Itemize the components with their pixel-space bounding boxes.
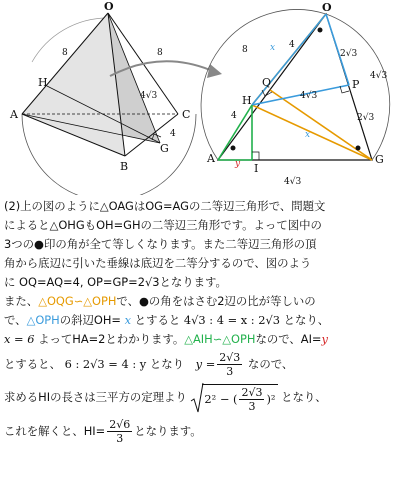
label-Q: Q [262,76,272,89]
length-4r3-OG: 4√3 [370,71,388,81]
var-y: y [321,332,328,346]
radicand-right: )² [266,391,276,406]
label-G-left: G [160,142,169,155]
text-line-5: に OQ=AQ=4, OP=GP=2√3となります。 [4,275,227,289]
fraction-HI [107,418,132,445]
text-6c: で、●の角をはさむ2辺の比が等しいの [116,294,316,308]
geometry-figure [0,0,407,195]
label-O-left: O [104,0,114,13]
label-H-left: H [38,76,48,89]
text-7a: で、 [4,313,27,327]
length-GC-left: 4 [170,129,176,139]
fraction-radicand [239,386,264,413]
text-line-2: によると△OHGもOH=GHの二等辺三角形です。よって図中の [4,218,322,232]
x-label-HG: x [305,130,311,140]
text-line-6 [4,292,404,311]
x-label-OH: x [270,43,276,53]
fraction-y [217,351,242,378]
text-line-7 [4,311,404,330]
left-tetrahedron [9,0,222,195]
text-line-9 [4,349,404,379]
length-4-AH: 4 [231,111,237,121]
length-2r3-PG: 2√3 [357,113,375,123]
triangle-OPH: △OPH [26,313,60,327]
label-O-right: O [322,1,332,14]
length-4r3-AG: 4√3 [284,177,302,187]
text-6a: また、 [4,294,39,308]
length-4-OQ: 4 [289,40,295,50]
y-equals: y = [195,357,216,371]
text-9b: となり [149,357,185,371]
text-9d: なので、 [247,357,294,371]
text-7c: の斜辺OH= [59,313,121,327]
text-8b: よってHA=2とわかります。 [38,332,185,346]
label-A-right: A [207,152,215,165]
label-C-left: C [182,108,191,121]
y-label-AI: y [235,159,241,169]
fraction-radicand-numerator: 2√3 [241,385,263,399]
similar-AIH-OPH: △AIH∽△OPH [184,332,256,346]
text-11b: となります。 [134,424,202,438]
text-7d: とすると [134,313,181,327]
radicand-left: 2² − ( [204,391,238,406]
label-B-left: B [120,160,129,173]
text-line-10 [4,379,404,415]
explanation-text [4,197,404,447]
text-10a: 求めるHIの長さは三平方の定理より [4,390,187,404]
var-x: x [124,313,132,327]
text-line-1: (2)上の図のように△OAGはOG=AGの二等辺三角形で、問題文 [4,199,326,213]
length-OA-left: 8 [62,48,68,58]
label-H-right: H [242,94,252,107]
sqrt-radicand [202,384,277,413]
ratio-equation-y: 6 : 2√3 = 4 : y [64,357,147,371]
text-7e: となり、 [283,313,330,327]
sqrt-expression [190,380,277,416]
length-8-right: 8 [242,45,248,55]
text-line-4: 角から底辺に引いた垂線は底辺を二等分するので、図のよう [4,256,312,270]
length-OC-left: 8 [157,48,163,58]
fraction-HI-denominator: 3 [116,432,124,445]
right-triangle-figure [201,1,390,187]
x-equals-6: x = 6 [4,332,35,346]
fraction-y-numerator: 2√3 [219,351,241,364]
text-line-8 [4,330,404,349]
label-A-left: A [10,108,18,121]
fraction-y-denominator: 3 [226,365,234,378]
label-P: P [352,78,360,91]
length-OG-left: 4√3 [140,91,158,101]
text-line-3: 3つの●印の角が全て等しくなります。また二等辺三角形の頂 [4,237,317,251]
label-G-right: G [375,153,384,166]
label-I: I [254,162,259,175]
text-line-11 [4,415,404,447]
similar-OQG-OPH: △OQG∽△OPH [38,294,117,308]
length-4r3-QG: 4√3 [300,91,318,101]
length-2r3-OP: 2√3 [340,49,358,59]
text-9a: とすると、 [4,357,61,371]
ratio-equation: 4√3 : 4 = x : 2√3 [183,313,280,327]
text-11a: これを解くと、HI= [4,424,106,438]
text-10b: となり、 [281,390,327,404]
fraction-radicand-denominator: 3 [248,399,256,413]
fraction-HI-numerator: 2√6 [109,418,131,431]
text-8d: なので、AI= [255,332,322,346]
